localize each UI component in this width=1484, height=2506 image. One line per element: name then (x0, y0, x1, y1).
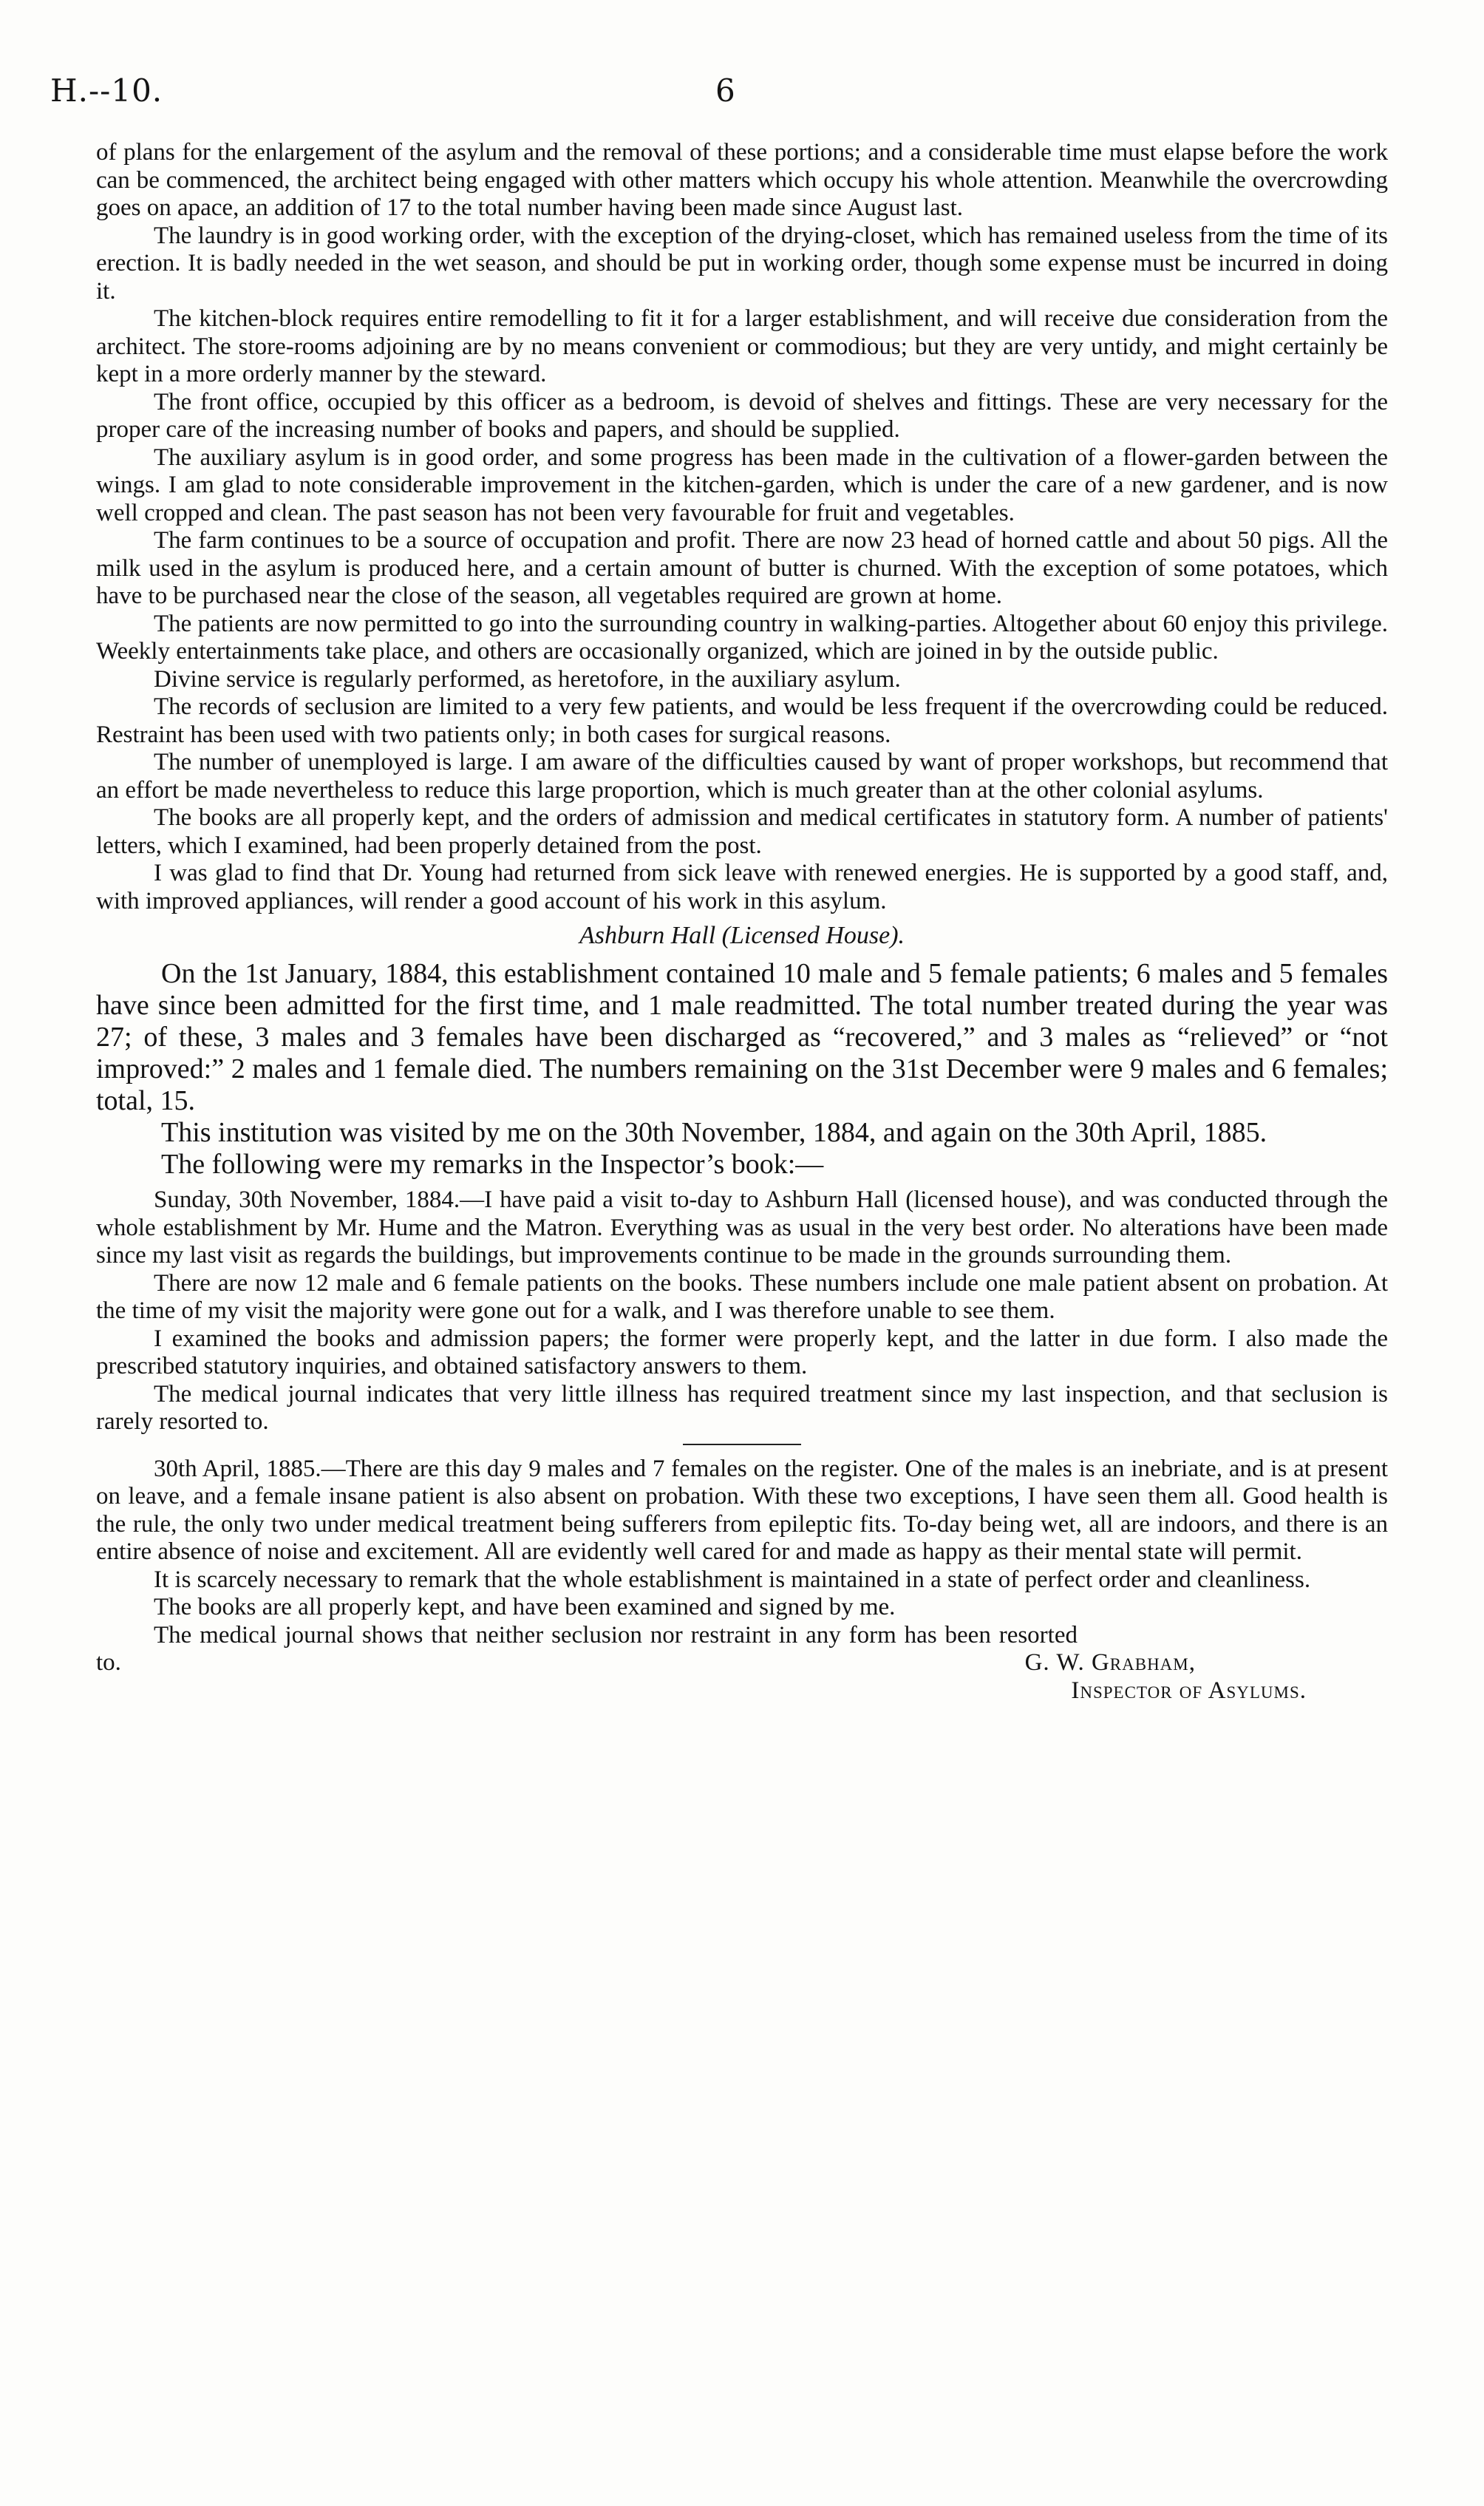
paragraph: The auxiliary asylum is in good order, and some progress has been made in the cultivation of a flower-garden between the wings. I am glad to note considerable improvement in the kitchen-garden, which is under the care of a new gardener, and is now well cropped and clean. The past season has not been very favourable for fruit and vegetables. (96, 444, 1388, 526)
section-heading: Ashburn Hall (Licensed House). (579, 922, 905, 949)
visit-paragraph: The medical journal indicates that very little illness has required treatment since my last inspection, and that seclusion is rarely resorted to. (96, 1380, 1388, 1435)
paragraph: The laundry is in good working order, with the exception of the drying-closet, which has remained useless from the time of its erection. It is badly needed in the wet season, and should be put in working order, though some expense must be incurred in doing it. (96, 222, 1388, 305)
summary-block (96, 958, 1388, 1181)
visit-paragraph: There are now 12 male and 6 female patients on the books. These numbers include one male patient absent on probation. At the time of my visit the majority were gone out for a walk, and I was therefore unable to see them. (96, 1269, 1388, 1324)
signature-name: G. W. Grabham, (1024, 1648, 1196, 1676)
visit-paragraph: The medical journal shows that neither seclusion nor restraint in any form has been resorted to. (96, 1621, 1078, 1676)
visit-paragraph: 30th April, 1885.—There are this day 9 males and 7 females on the register. One of the males is an inebriate, and is at present on leave, and a female insane patient is also absent on probation. With these two exceptions, I have seen them all. Good health is the rule, the only two under medical treatment being sufferers from epileptic fits. To-day being wet, all are indoors, and there is an entire absence of noise and excitement. All are evidently well cared for and made as happy as their mental state will permit. (96, 1455, 1388, 1565)
signature-title: Inspector of Asylums. (1071, 1677, 1307, 1704)
paragraph: The front office, occupied by this officer as a bedroom, is devoid of shelves and fittings. These are very necessary for the proper care of the increasing number of books and papers, and should be supplied. (96, 388, 1388, 443)
paragraph: The farm continues to be a source of occupation and profit. There are now 23 head of horned cattle and about 50 pigs. All the milk used in the asylum is produced here, and a certain amount of butter is churned. With the exception of some potatoes, which have to be purchased near the close of the season, all vegetables required are grown at home. (96, 527, 1388, 609)
paragraph: I was glad to find that Dr. Young had returned from sick leave with renewed energies. He is supported by a good staff, and, with improved appliances, will render a good account of his work in this asylum. (96, 860, 1388, 914)
paragraph: The number of unemployed is large. I am aware of the difficulties caused by want of proper workshops, but recommend that an effort be made nevertheless to reduce this large proportion, which is much greater than at the other colonial asylums. (96, 749, 1388, 804)
document-reference: H.--10. (50, 72, 163, 109)
visit-paragraph: It is scarcely necessary to remark that the whole establishment is maintained in a state of perfect order and cleanliness. (154, 1566, 1311, 1593)
paragraph: The kitchen-block requires entire remodelling to fit it for a larger establishment, and will receive due consideration from the architect. The store-rooms adjoining are by no means convenient or commodious; but they are very untidy, and might certainly be kept in a more orderly manner by the steward. (96, 305, 1388, 387)
paragraph: Divine service is regularly performed, as heretofore, in the auxiliary asylum. (154, 665, 901, 693)
visit-paragraph: I examined the books and admission papers; the former were properly kept, and the latter in due form. I also made the prescribed statutory inquiries, and obtained satisfactory answers to them. (96, 1325, 1388, 1379)
page-number: 6 (715, 72, 735, 109)
document-body (96, 139, 1388, 1705)
visit-paragraph: The books are all properly kept, and have been examined and signed by me. (154, 1594, 896, 1620)
visit-paragraph: Sunday, 30th November, 1884.—I have paid a visit to-day to Ashburn Hall (licensed house), and was conducted through the whole establishment by Mr. Hume and the Matron. Everything was as usual in the very best order. No alterations have been made since my last visit as regards the buildings, but improvements continue to be made in the grounds surrounding them. (96, 1186, 1388, 1269)
paragraph: The records of seclusion are limited to a very few patients, and would be less frequent if the overcrowding could be reduced. Restraint has been used with two patients only; in both cases for surgical reasons. (96, 693, 1388, 748)
closing-line (96, 1622, 1388, 1677)
paragraph: of plans for the enlargement of the asylum and the removal of these portions; and a considerable time must elapse before the work can be commenced, the architect being engaged with other matters which occupy his whole attention. Meanwhile the overcrowding goes on apace, an addition of 17 to the total number having been made since August last. (96, 139, 1388, 221)
summary-paragraph: On the 1st January, 1884, this establishment contained 10 male and 5 female patients; 6 males and 5 females have since been admitted for the first time, and 1 male readmitted. The total number treated during the year was 27; of these, 3 males and 3 females have been discharged as “recovered,” and 3 males as “relieved” or “not improved:” 2 males and 1 female died. The numbers remaining on the 31st December were 9 males and 6 females; total, 15. (96, 958, 1388, 1116)
paragraph: The patients are now permitted to go into the surrounding country in walking-parties. Altogether about 60 enjoy this privilege. Weekly entertainments take place, and others are occasionally organized, which are joined in by the outside public. (96, 610, 1388, 665)
summary-paragraph: The following were my remarks in the Inspector’s book:— (161, 1149, 824, 1180)
paragraph: The books are all properly kept, and the orders of admission and medical certificates in statutory form. A number of patients' letters, which I examined, had been properly detained from the post. (96, 804, 1388, 859)
summary-paragraph: This institution was visited by me on the 30th November, 1884, and again on the 30th April, 1885. (161, 1117, 1267, 1148)
section-divider (683, 1444, 801, 1445)
